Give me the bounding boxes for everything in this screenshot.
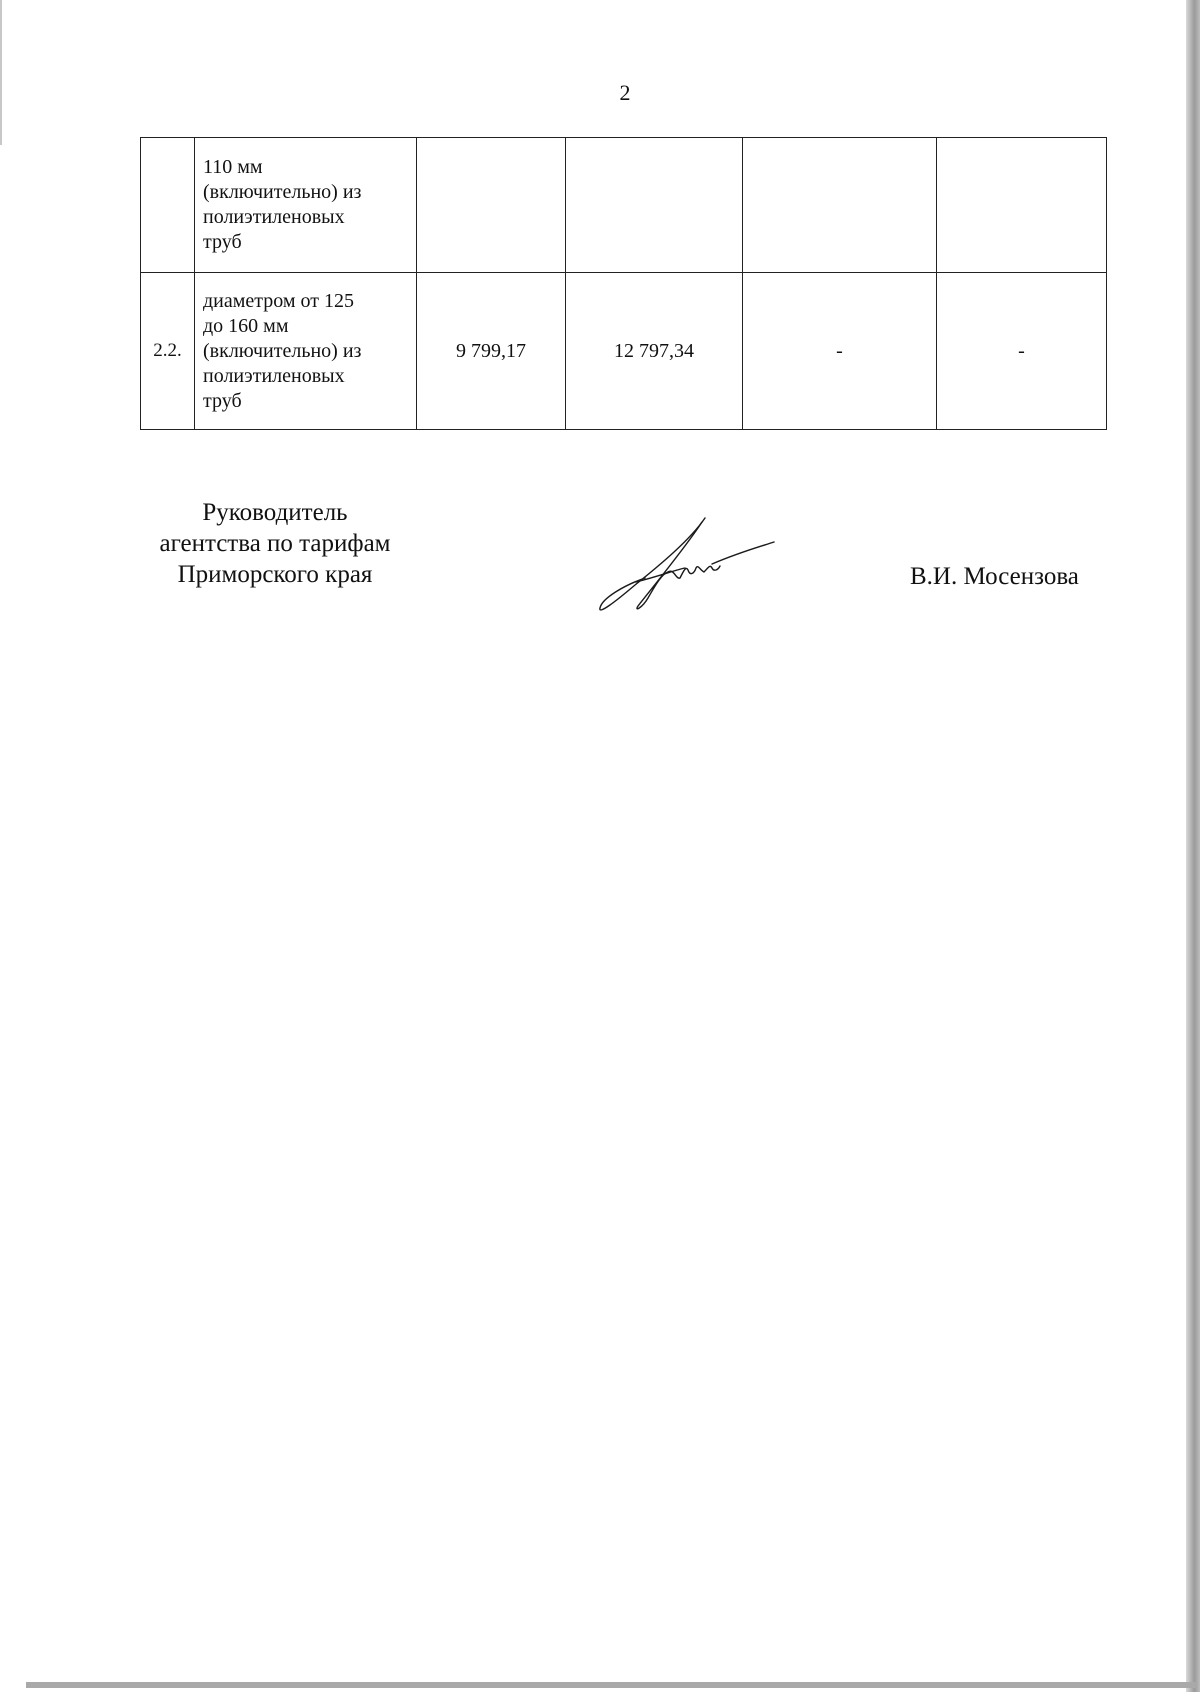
scan-edge-bottom (26, 1682, 1196, 1688)
table-row (141, 273, 1107, 430)
description-line: полиэтиленовых (203, 206, 345, 228)
row-number-cell: 2.2. (141, 273, 195, 430)
page-number: 2 (619, 80, 631, 105)
value-cell-2: 12 797,34 (566, 273, 743, 430)
handwritten-signature (590, 510, 780, 620)
scan-edge-left (0, 0, 2, 145)
row-number-cell (141, 138, 195, 273)
row-description-cell (195, 138, 417, 273)
description-line: труб (203, 231, 242, 253)
value-cell-1: 9 799,17 (417, 273, 566, 430)
signatory-title-line: Руководитель (202, 499, 348, 526)
value-cell-2 (566, 138, 743, 273)
value-cell-3 (743, 138, 937, 273)
row-description-cell (195, 273, 417, 430)
value-cell-3: - (743, 273, 937, 430)
value-cell-4 (937, 138, 1107, 273)
description-line: 110 мм (203, 156, 263, 178)
signatory-title-line: Приморского края (177, 561, 373, 588)
signatory-name: В.И. Мосензова (910, 563, 1079, 590)
description-line: (включительно) из (203, 339, 362, 362)
value-cell-1 (417, 138, 566, 273)
tariff-table (140, 137, 1107, 430)
description-line: диаметром от 125 (203, 289, 355, 312)
value-cell-4: - (937, 273, 1107, 430)
signatory-title-line: агентства по тарифам (159, 530, 391, 557)
table-row (141, 138, 1107, 273)
description-line: до 160 мм (203, 314, 289, 337)
signatory-title (130, 497, 420, 590)
description-line: полиэтиленовых (203, 364, 345, 387)
scan-edge-right (1186, 0, 1200, 1692)
description-line: труб (203, 389, 242, 412)
description-line: (включительно) из (203, 181, 362, 203)
